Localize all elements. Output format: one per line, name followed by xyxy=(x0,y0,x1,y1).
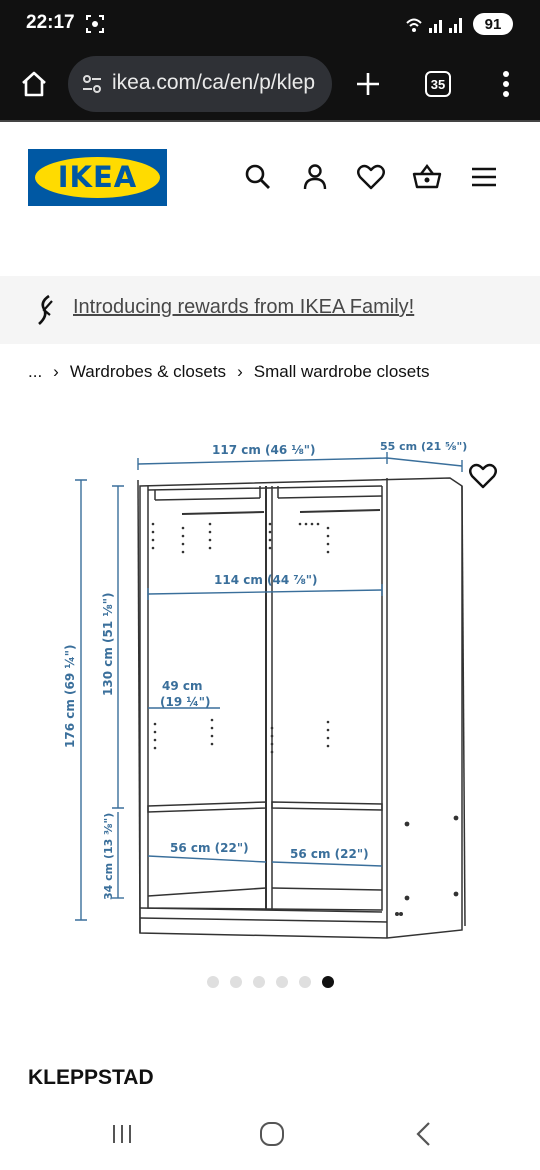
battery-level: 91 xyxy=(484,15,502,33)
dimension-compartment-left: 56 cm (22") xyxy=(170,841,249,855)
gallery-dot[interactable] xyxy=(322,976,334,988)
browser-toolbar xyxy=(0,50,540,122)
promo-link[interactable]: Introducing rewards from IKEA Family! xyxy=(73,296,415,318)
tab-switcher-icon xyxy=(425,71,451,97)
gallery-pagination xyxy=(207,976,334,988)
recent-apps-button[interactable] xyxy=(102,1116,142,1152)
dimension-lines xyxy=(75,452,462,920)
dimension-inner-width: 114 cm (44 ⅞") xyxy=(214,573,318,587)
heart-icon[interactable] xyxy=(468,461,498,491)
recent-apps-icon xyxy=(110,1122,134,1146)
nav-back-button[interactable] xyxy=(404,1116,444,1152)
promo-banner[interactable] xyxy=(0,276,540,344)
person-icon[interactable] xyxy=(300,162,330,192)
gallery-dot[interactable] xyxy=(299,976,311,988)
nav-home-button[interactable] xyxy=(252,1116,292,1152)
logo-text: IKEA xyxy=(57,160,138,194)
search-icon[interactable] xyxy=(243,162,273,192)
product-name: KLEPPSTAD xyxy=(28,1066,154,1089)
dimension-depth: 55 cm (21 ⅝") xyxy=(380,440,468,453)
breadcrumb-ellipsis[interactable]: ... xyxy=(28,362,43,381)
dimension-shelf-depth: 49 cm xyxy=(162,679,203,693)
url-text: ikea.com/ca/en/p/klep xyxy=(112,71,316,94)
gallery-dot[interactable] xyxy=(276,976,288,988)
nav-back-icon xyxy=(413,1121,435,1147)
status-time: 22:17 xyxy=(26,12,75,33)
more-vert-icon xyxy=(502,70,510,98)
status-bar xyxy=(0,0,540,50)
shopping-basket-icon[interactable] xyxy=(412,162,442,192)
system-nav-bar xyxy=(0,1098,540,1170)
heart-icon[interactable] xyxy=(356,162,386,192)
dimension-shelf-depth-inch: (19 ¼") xyxy=(160,695,211,709)
breadcrumb-wardrobes[interactable]: Wardrobes & closets xyxy=(69,362,227,381)
dimension-height-total: 176 cm (69 ¼") xyxy=(63,644,77,748)
new-tab-button[interactable] xyxy=(348,64,388,104)
more-menu-button[interactable] xyxy=(486,64,526,104)
breadcrumb-small-wardrobes[interactable]: Small wardrobe closets xyxy=(253,362,430,381)
home-icon xyxy=(20,70,48,98)
ikea-family-icon xyxy=(32,294,58,326)
tab-count: 35 xyxy=(430,76,446,92)
new-tab-icon xyxy=(355,71,381,97)
address-bar[interactable] xyxy=(68,56,332,112)
signal-icon xyxy=(405,15,467,35)
screenshot-icon xyxy=(86,15,104,33)
menu-icon[interactable] xyxy=(469,162,499,192)
ikea-logo[interactable] xyxy=(28,149,167,206)
dimension-width-total: 117 cm (46 ⅛") xyxy=(212,443,316,457)
breadcrumb xyxy=(28,362,429,382)
gallery-dot[interactable] xyxy=(253,976,265,988)
tab-switcher-button[interactable] xyxy=(418,64,458,104)
site-settings-icon[interactable] xyxy=(82,74,102,94)
dimension-height-upper: 130 cm (51 ⅛") xyxy=(101,592,115,696)
gallery-dot[interactable] xyxy=(230,976,242,988)
battery-indicator xyxy=(473,13,513,35)
breadcrumb-separator: › xyxy=(53,362,59,381)
product-dimension-image[interactable] xyxy=(60,428,480,958)
dimension-height-lower: 34 cm (13 ⅜") xyxy=(102,812,115,900)
home-button[interactable] xyxy=(14,64,54,104)
nav-home-icon xyxy=(259,1121,285,1147)
gallery-dot[interactable] xyxy=(207,976,219,988)
breadcrumb-separator: › xyxy=(237,362,243,381)
dimension-compartment-right: 56 cm (22") xyxy=(290,847,369,861)
